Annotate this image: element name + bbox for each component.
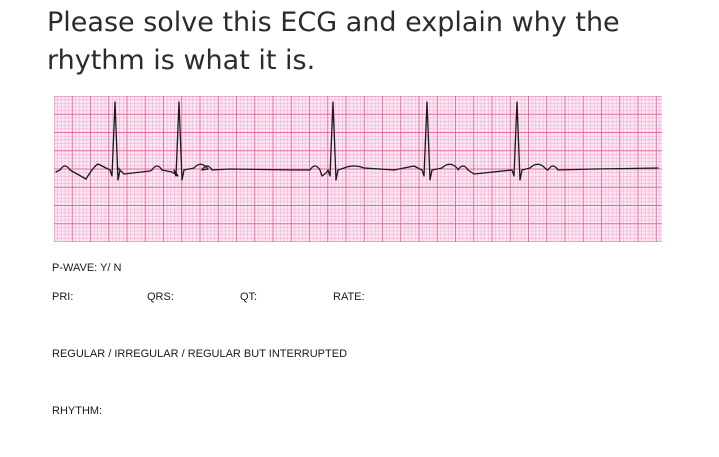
ecg-strip-image	[54, 96, 662, 242]
rhythm-field: RHYTHM:	[52, 405, 103, 417]
qrs-field: QRS:	[147, 291, 174, 303]
p-wave-field: P-WAVE: Y/ N	[52, 262, 122, 274]
question-line-1: Please solve this ECG and explain why the	[47, 7, 620, 38]
question-line-2: rhythm is what it is.	[47, 45, 316, 76]
rate-field: RATE:	[333, 291, 365, 303]
pri-field: PRI:	[52, 291, 74, 303]
qt-field: QT:	[240, 291, 258, 303]
regularity-field: REGULAR / IRREGULAR / REGULAR BUT INTERRUPTED	[52, 348, 348, 360]
ecg-strip	[54, 96, 662, 242]
question-text	[47, 4, 687, 80]
